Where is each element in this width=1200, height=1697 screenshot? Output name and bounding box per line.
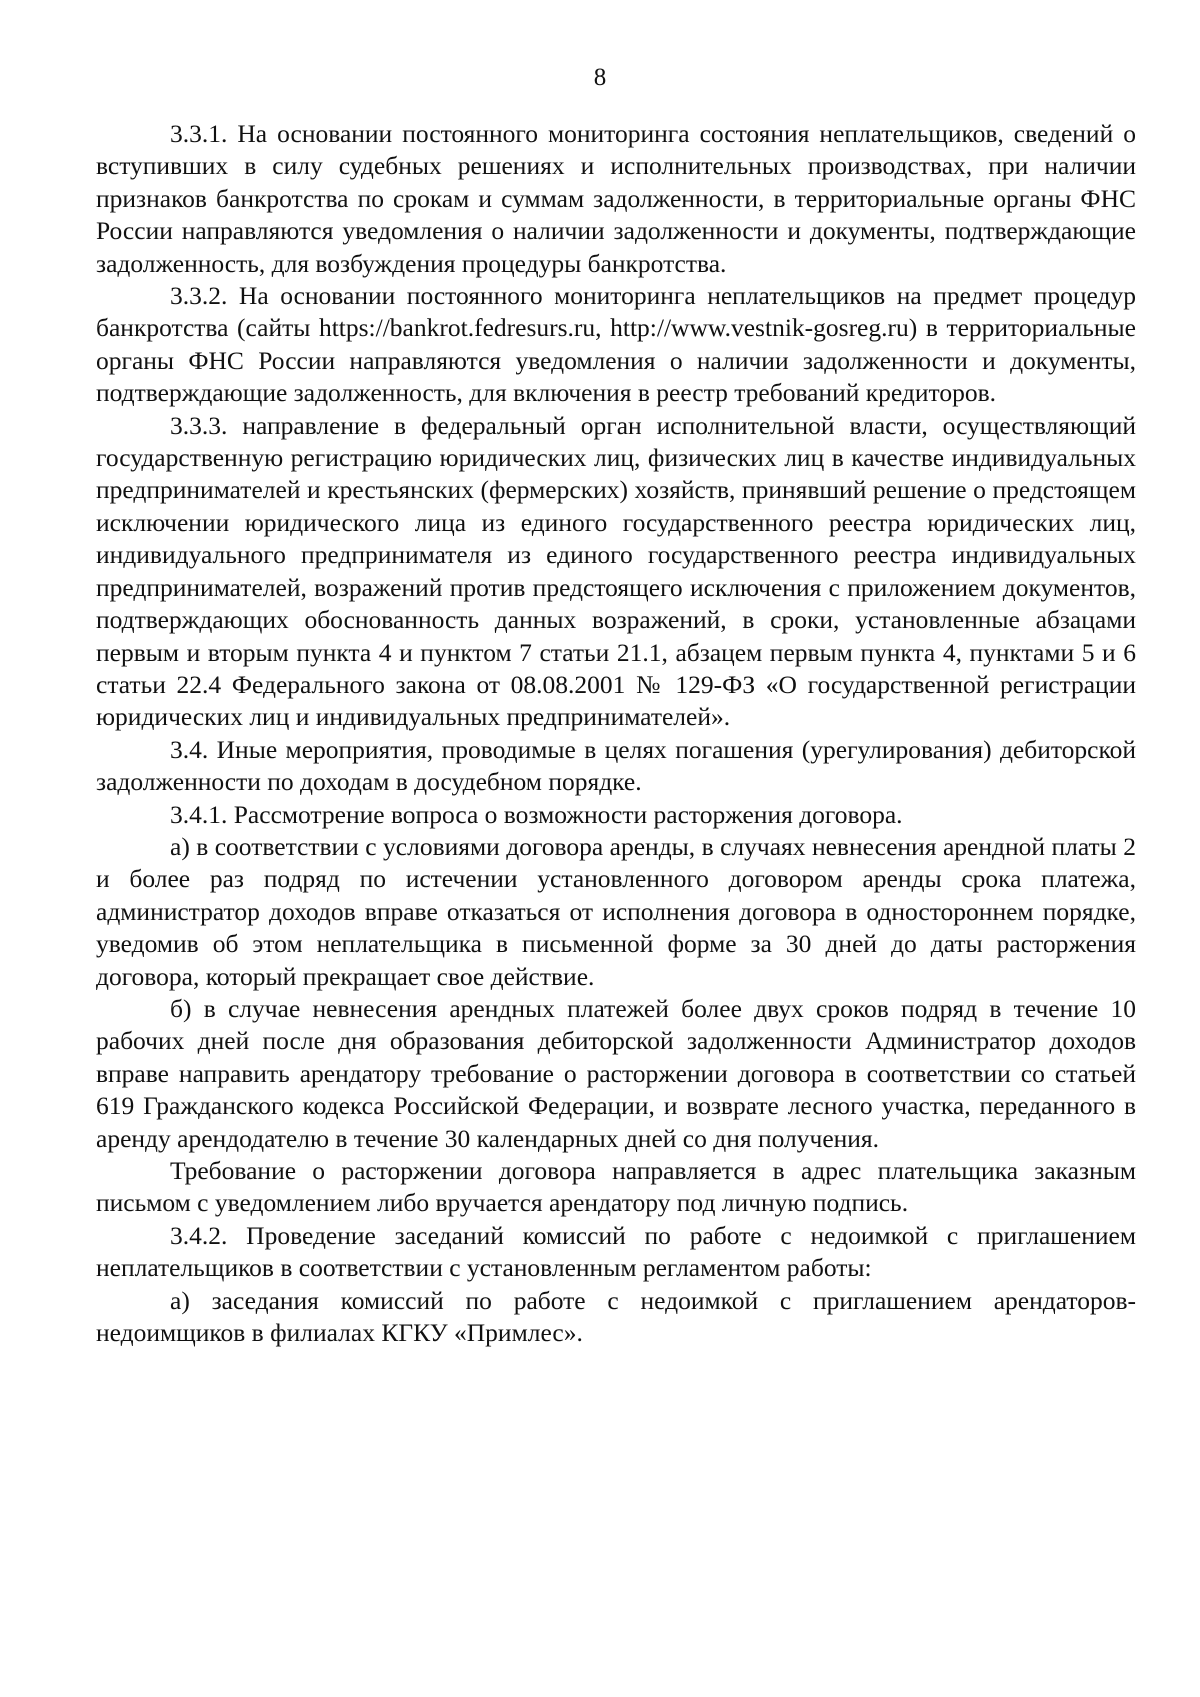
document-body: [96, 118, 1136, 1349]
paragraph-3-4: 3.4. Иные мероприятия, проводимые в целях погашения (урегулирования) дебиторской задолженности по доходам в досудебном порядке.: [96, 734, 1136, 797]
paragraph-3-3-1: 3.3.1. На основании постоянного мониторинга состояния неплательщиков, сведений о вступивших в силу судебных решениях и исполнительных производствах, при наличии признаков банкротства по срокам и суммам задолженности, в территориальные органы ФНС России направляются уведомления о наличии задолженности и документы, подтверждающие задолженность, для возбуждения процедуры банкротства.: [96, 119, 1136, 278]
paragraph-3-4-1: 3.4.1. Рассмотрение вопроса о возможности расторжения договора.: [170, 799, 903, 829]
paragraph-3-3-3: 3.3.3. направление в федеральный орган исполнительной власти, осуществляющий государственную регистрацию юридических лиц, физических лиц в качестве индивидуальных предпринимателей и крестьянских (фермерских) хозяйств, принявший решение о предстоящем исключении юридического лица из единого государственного реестра юридических лиц, индивидуального предпринимателя из единого государственного реестра индивидуальных предпринимателей, возражений против предстоящего исключения с приложением документов, подтверждающих обоснованность данных возражений, в сроки, установленные абзацами первым и вторым пункта 4 и пунктом 7 статьи 21.1, абзацем первым пункта 4, пунктами 5 и 6 статьи 22.4 Федерального закона от 08.08.2001 № 129-ФЗ «О государственной регистрации юридических лиц и индивидуальных предпринимателей».: [96, 410, 1136, 732]
page-number: 8: [593, 64, 607, 91]
paragraph-3-4-2: 3.4.2. Проведение заседаний комиссий по работе с недоимкой с приглашением неплательщиков в соответствии с установленным регламентом работы:: [96, 1220, 1136, 1283]
paragraph-3-4-2-a: а) заседания комиссий по работе с недоимкой с приглашением арендаторов-недоимщиков в филиалах КГКУ «Примлес».: [96, 1285, 1136, 1348]
paragraph-3-3-2: 3.3.2. На основании постоянного мониторинга неплательщиков на предмет процедур банкротства (сайты https://bankrot.fedresurs.ru, http://www.vestnik-gosreg.ru) в территориальные органы ФНС России направляются уведомления о наличии задолженности и документы, подтверждающие задолженность, для включения в реестр требований кредиторов.: [96, 281, 1136, 408]
paragraph-demand-delivery: Требование о расторжении договора направляется в адрес плательщика заказным письмом с уведомлением либо вручается арендатору под личную подпись.: [96, 1156, 1136, 1218]
paragraph-3-4-1-b: б) в случае невнесения арендных платежей более двух сроков подряд в течение 10 рабочих дней после дня образования дебиторской задолженности Администратор доходов вправе направить арендатору требование о расторжении договора в соответствии со статьей 619 Гражданского кодекса Российской Федерации, и возврате лесного участка, переданного в аренду арендодателю в течение 30 календарных дней со дня получения.: [96, 993, 1136, 1153]
paragraph-3-4-1-a: а) в соответствии с условиями договора аренды, в случаях невнесения арендной платы 2 и более раз подряд по истечении установленного договором аренды срока платежа, администратор доходов вправе отказаться от исполнения договора в одностороннем порядке, уведомив об этом неплательщика в письменной форме за 30 дней до даты расторжения договора, который прекращает свое действие.: [96, 831, 1136, 991]
